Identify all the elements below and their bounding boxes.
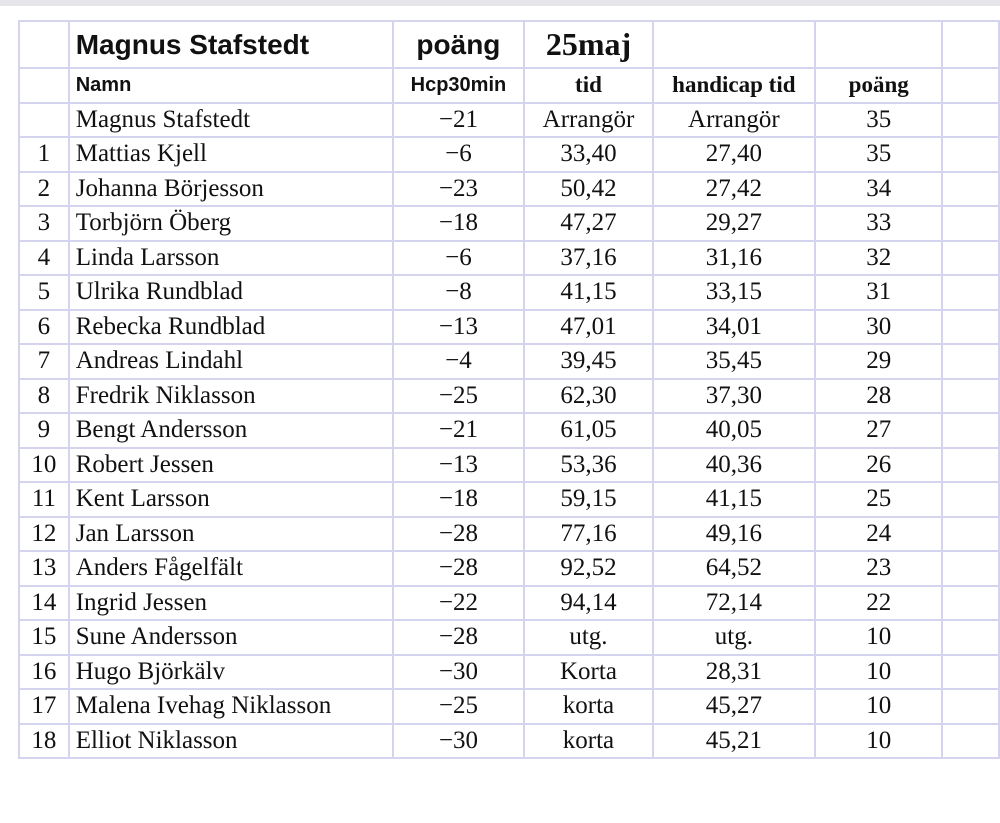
row-handicap-tid: 72,14 (653, 586, 815, 621)
row-number: 7 (19, 344, 69, 379)
results-table-body (19, 21, 999, 758)
row-name: Anders Fågelfält (69, 551, 393, 586)
table-row (19, 517, 999, 552)
header-tid: tid (524, 68, 653, 103)
row-poang: 30 (815, 310, 942, 345)
row-hcp: −21 (393, 103, 525, 138)
table-row (19, 310, 999, 345)
row-tid: 47,27 (524, 206, 653, 241)
table-row (19, 655, 999, 690)
row-hcp: −28 (393, 551, 525, 586)
header-poang: poäng (815, 68, 942, 103)
row-hcp: −6 (393, 241, 525, 276)
row-poang: 35 (815, 137, 942, 172)
row-number: 5 (19, 275, 69, 310)
row-name: Mattias Kjell (69, 137, 393, 172)
row-handicap-tid: 45,27 (653, 689, 815, 724)
row-handicap-tid: 41,15 (653, 482, 815, 517)
table-row (19, 172, 999, 207)
row-handicap-tid: 37,30 (653, 379, 815, 414)
table-row (19, 137, 999, 172)
row-handicap-tid: 33,15 (653, 275, 815, 310)
extra-column-cell (942, 724, 999, 759)
row-handicap-tid: utg. (653, 620, 815, 655)
row-hcp: −13 (393, 448, 525, 483)
row-tid: 39,45 (524, 344, 653, 379)
row-hcp: −13 (393, 310, 525, 345)
row-name: Linda Larsson (69, 241, 393, 276)
row-hcp: −23 (393, 172, 525, 207)
row-handicap-tid: 40,05 (653, 413, 815, 448)
row-number: 10 (19, 448, 69, 483)
title-row-num-cell (19, 21, 69, 68)
extra-column-cell (942, 379, 999, 414)
row-number: 17 (19, 689, 69, 724)
row-poang: 33 (815, 206, 942, 241)
row-number: 15 (19, 620, 69, 655)
row-number: 13 (19, 551, 69, 586)
row-tid: korta (524, 724, 653, 759)
row-poang: 22 (815, 586, 942, 621)
extra-column-cell (942, 172, 999, 207)
row-name: Johanna Börjesson (69, 172, 393, 207)
row-handicap-tid: 35,45 (653, 344, 815, 379)
row-tid: 94,14 (524, 586, 653, 621)
row-name: Jan Larsson (69, 517, 393, 552)
row-number: 11 (19, 482, 69, 517)
extra-column-cell (942, 21, 999, 68)
row-hcp: −25 (393, 689, 525, 724)
extra-column-cell (942, 620, 999, 655)
table-row (19, 413, 999, 448)
table-row (19, 724, 999, 759)
row-poang: 26 (815, 448, 942, 483)
row-poang: 10 (815, 724, 942, 759)
row-name: Bengt Andersson (69, 413, 393, 448)
row-tid: 37,16 (524, 241, 653, 276)
row-tid: 92,52 (524, 551, 653, 586)
row-tid: 47,01 (524, 310, 653, 345)
row-poang: 28 (815, 379, 942, 414)
row-number: 9 (19, 413, 69, 448)
row-poang: 32 (815, 241, 942, 276)
row-tid: korta (524, 689, 653, 724)
row-handicap-tid: Arrangör (653, 103, 815, 138)
extra-column-cell (942, 344, 999, 379)
row-hcp: −25 (393, 379, 525, 414)
row-name: Robert Jessen (69, 448, 393, 483)
title-poang-cell: poäng (393, 21, 525, 68)
row-handicap-tid: 27,40 (653, 137, 815, 172)
row-hcp: −30 (393, 655, 525, 690)
row-hcp: −22 (393, 586, 525, 621)
extra-column-cell (942, 275, 999, 310)
row-name: Andreas Lindahl (69, 344, 393, 379)
row-poang: 29 (815, 344, 942, 379)
table-row (19, 620, 999, 655)
extra-column-cell (942, 482, 999, 517)
row-hcp: −21 (393, 413, 525, 448)
table-row (19, 586, 999, 621)
row-hcp: −28 (393, 620, 525, 655)
row-number: 4 (19, 241, 69, 276)
row-handicap-tid: 45,21 (653, 724, 815, 759)
row-name: Fredrik Niklasson (69, 379, 393, 414)
row-poang: 23 (815, 551, 942, 586)
row-handicap-tid: 28,31 (653, 655, 815, 690)
header-namn: Namn (69, 68, 393, 103)
extra-column-cell (942, 241, 999, 276)
extra-column-cell (942, 655, 999, 690)
row-name: Magnus Stafstedt (69, 103, 393, 138)
row-hcp: −6 (393, 137, 525, 172)
top-edge-strip (0, 0, 1000, 6)
row-number: 18 (19, 724, 69, 759)
row-name: Rebecka Rundblad (69, 310, 393, 345)
row-number: 14 (19, 586, 69, 621)
title-name-cell: Magnus Stafstedt (69, 21, 393, 68)
row-hcp: −18 (393, 206, 525, 241)
organizer-row (19, 103, 999, 138)
table-row (19, 379, 999, 414)
row-name: Sune Andersson (69, 620, 393, 655)
row-poang: 10 (815, 689, 942, 724)
extra-column-cell (942, 206, 999, 241)
row-name: Torbjörn Öberg (69, 206, 393, 241)
row-poang: 10 (815, 620, 942, 655)
table-row (19, 448, 999, 483)
header-hcp: Hcp30min (393, 68, 525, 103)
extra-column-cell (942, 137, 999, 172)
row-number: 3 (19, 206, 69, 241)
header-row (19, 68, 999, 103)
row-number: 1 (19, 137, 69, 172)
table-row (19, 482, 999, 517)
header-handicap-tid: handicap tid (653, 68, 815, 103)
row-handicap-tid: 29,27 (653, 206, 815, 241)
row-name: Elliot Niklasson (69, 724, 393, 759)
row-tid: 53,36 (524, 448, 653, 483)
row-tid: 61,05 (524, 413, 653, 448)
extra-column-cell (942, 103, 999, 138)
row-name: Hugo Björkälv (69, 655, 393, 690)
row-handicap-tid: 64,52 (653, 551, 815, 586)
title-empty-cell (653, 21, 815, 68)
extra-column-cell (942, 68, 999, 103)
row-tid: Korta (524, 655, 653, 690)
row-poang: 27 (815, 413, 942, 448)
row-tid: 33,40 (524, 137, 653, 172)
row-tid: utg. (524, 620, 653, 655)
row-handicap-tid: 31,16 (653, 241, 815, 276)
row-poang: 31 (815, 275, 942, 310)
row-poang: 24 (815, 517, 942, 552)
row-tid: 41,15 (524, 275, 653, 310)
row-hcp: −18 (393, 482, 525, 517)
table-row (19, 689, 999, 724)
row-name: Ulrika Rundblad (69, 275, 393, 310)
extra-column-cell (942, 413, 999, 448)
row-poang: 34 (815, 172, 942, 207)
title-empty-cell (815, 21, 942, 68)
header-num-cell (19, 68, 69, 103)
table-row (19, 206, 999, 241)
row-name: Malena Ivehag Niklasson (69, 689, 393, 724)
extra-column-cell (942, 310, 999, 345)
row-number: 12 (19, 517, 69, 552)
extra-column-cell (942, 689, 999, 724)
row-poang: 10 (815, 655, 942, 690)
row-number: 8 (19, 379, 69, 414)
row-tid: Arrangör (524, 103, 653, 138)
row-poang: 25 (815, 482, 942, 517)
row-handicap-tid: 27,42 (653, 172, 815, 207)
extra-column-cell (942, 517, 999, 552)
row-tid: 62,30 (524, 379, 653, 414)
extra-column-cell (942, 551, 999, 586)
table-row (19, 241, 999, 276)
row-number: 6 (19, 310, 69, 345)
row-tid: 77,16 (524, 517, 653, 552)
table-row (19, 551, 999, 586)
row-hcp: −28 (393, 517, 525, 552)
row-hcp: −8 (393, 275, 525, 310)
extra-column-cell (942, 448, 999, 483)
row-tid: 50,42 (524, 172, 653, 207)
row-number: 2 (19, 172, 69, 207)
row-number: 16 (19, 655, 69, 690)
row-name: Kent Larsson (69, 482, 393, 517)
table-row (19, 344, 999, 379)
title-date-cell: 25maj (524, 21, 653, 68)
row-handicap-tid: 49,16 (653, 517, 815, 552)
row-handicap-tid: 34,01 (653, 310, 815, 345)
row-number (19, 103, 69, 138)
results-table (18, 20, 1000, 759)
row-tid: 59,15 (524, 482, 653, 517)
row-hcp: −4 (393, 344, 525, 379)
table-row (19, 275, 999, 310)
row-handicap-tid: 40,36 (653, 448, 815, 483)
row-hcp: −30 (393, 724, 525, 759)
row-name: Ingrid Jessen (69, 586, 393, 621)
title-row (19, 21, 999, 68)
row-poang: 35 (815, 103, 942, 138)
extra-column-cell (942, 586, 999, 621)
